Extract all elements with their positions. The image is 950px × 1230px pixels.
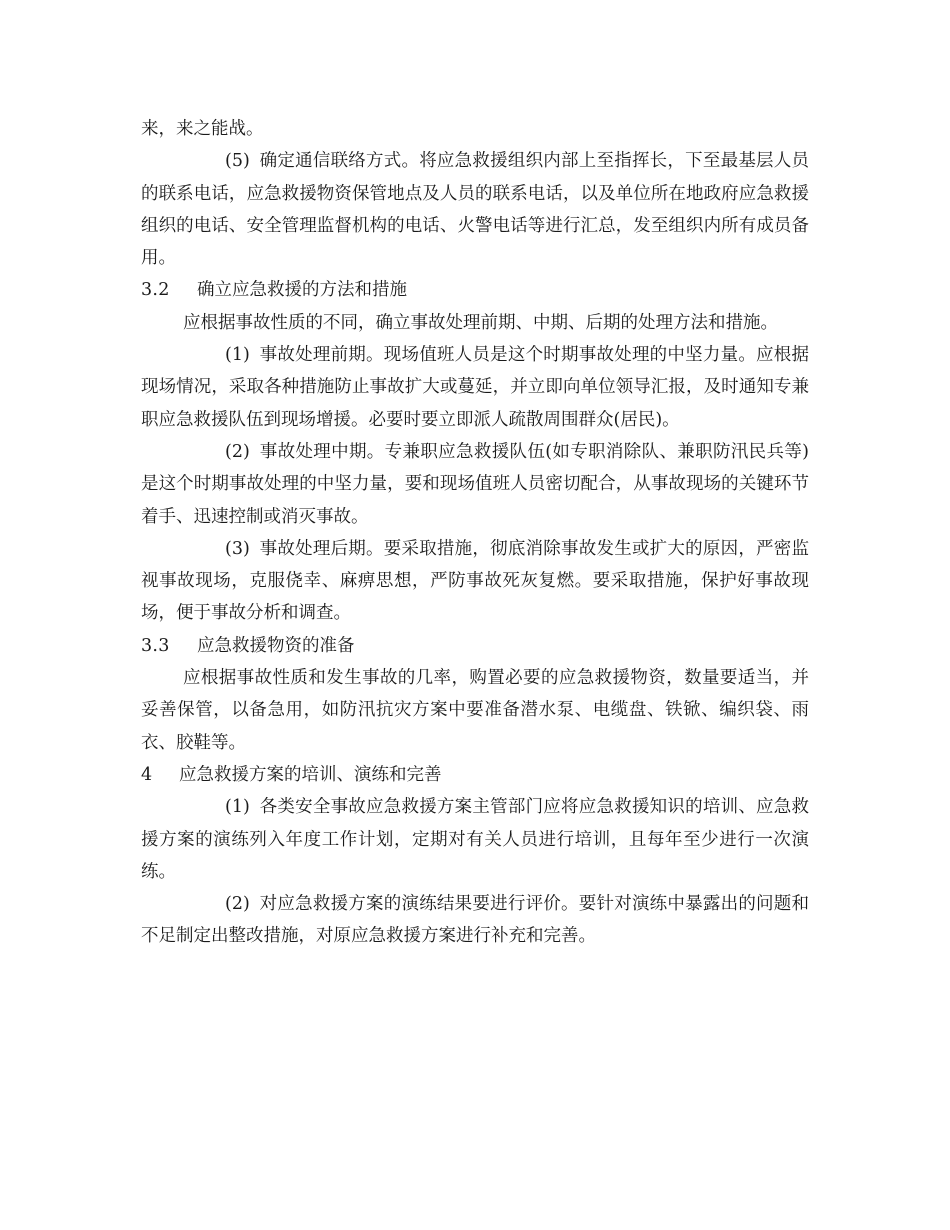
paragraph-item-2-evaluation (141, 888, 809, 953)
paragraph-text: 各类安全事故应急救援方案主管部门应将应急救援知识的培训、应急救援方案的演练列入年度工作计划，定期对有关人员进行培训，且每年至少进行一次演练。 (141, 797, 809, 882)
paragraph-text: 事故处理中期。专兼职应急救援队伍(如专职消除队、兼职防汛民兵等)是这个时期事故处理的中坚力量，要和现场值班人员密切配合，从事故现场的关键环节着手、迅速控制或消灭事故。 (141, 441, 809, 527)
section-title: 确立应急救援的方法和措施 (197, 280, 407, 301)
paragraph-intro-3-2 (141, 307, 809, 339)
item-number: (3) (225, 538, 250, 559)
section-heading-3-3 (141, 630, 809, 662)
section-title: 应急救援物资的准备 (197, 635, 355, 656)
item-number: (5) (225, 151, 250, 172)
item-number: (1) (225, 345, 250, 366)
document-body (141, 113, 809, 953)
chapter-number: 4 (141, 764, 153, 785)
paragraph-text: 对应急救援方案的演练结果要进行评价。要针对演练中暴露出的问题和不足制定出整改措施，对原应急救援方案进行补充和完善。 (141, 894, 809, 947)
chapter-heading-4 (141, 759, 809, 791)
chapter-title: 应急救援方案的培训、演练和完善 (179, 764, 442, 785)
paragraph-item-1-training (141, 791, 809, 888)
paragraph-text: 应根据事故性质的不同，确立事故处理前期、中期、后期的处理方法和措施。 (183, 312, 778, 333)
paragraph-text: 来，来之能战。 (141, 119, 264, 139)
paragraph-item-3-late (141, 533, 809, 630)
paragraph-text: 应根据事故性质和发生事故的几率，购置必要的应急救援物资，数量要适当，并妥善保管，以备急用，如防汛抗灾方案中要准备潜水泵、电缆盘、铁锨、编织袋、雨衣、胶鞋等。 (141, 668, 809, 753)
paragraph-text: 事故处理后期。要采取措施，彻底消除事故发生或扩大的原因，严密监视事故现场，克服侥幸、麻痹思想，严防事故死灰复燃。要采取措施，保护好事故现场，便于事故分析和调查。 (141, 538, 809, 624)
paragraph-text: 事故处理前期。现场值班人员是这个时期事故处理的中坚力量。应根据现场情况，采取各种措施防止事故扩大或蔓延，并立即向单位领导汇报，及时通知专兼职应急救援队伍到现场增援。必要时要立即派人疏散周围群众(居民)。 (141, 345, 809, 430)
item-number: (2) (225, 441, 250, 462)
paragraph-item-5 (141, 145, 809, 274)
section-number: 3.3 (141, 635, 170, 656)
paragraph-item-2-middle (141, 436, 809, 533)
paragraph-continuation (141, 113, 809, 145)
section-number: 3.2 (141, 280, 170, 301)
section-heading-3-2 (141, 274, 809, 306)
paragraph-item-1-early (141, 339, 809, 436)
paragraph-text: 确定通信联络方式。将应急救援组织内部上至指挥长，下至最基层人员的联系电话，应急救援物资保管地点及人员的联系电话，以及单位所在地政府应急救援组织的电话、安全管理监督机构的电话、火警电话等进行汇总，发至组织内所有成员备用。 (141, 151, 809, 269)
item-number: (1) (225, 797, 250, 818)
paragraph-intro-3-3 (141, 662, 809, 759)
item-number: (2) (225, 894, 250, 915)
